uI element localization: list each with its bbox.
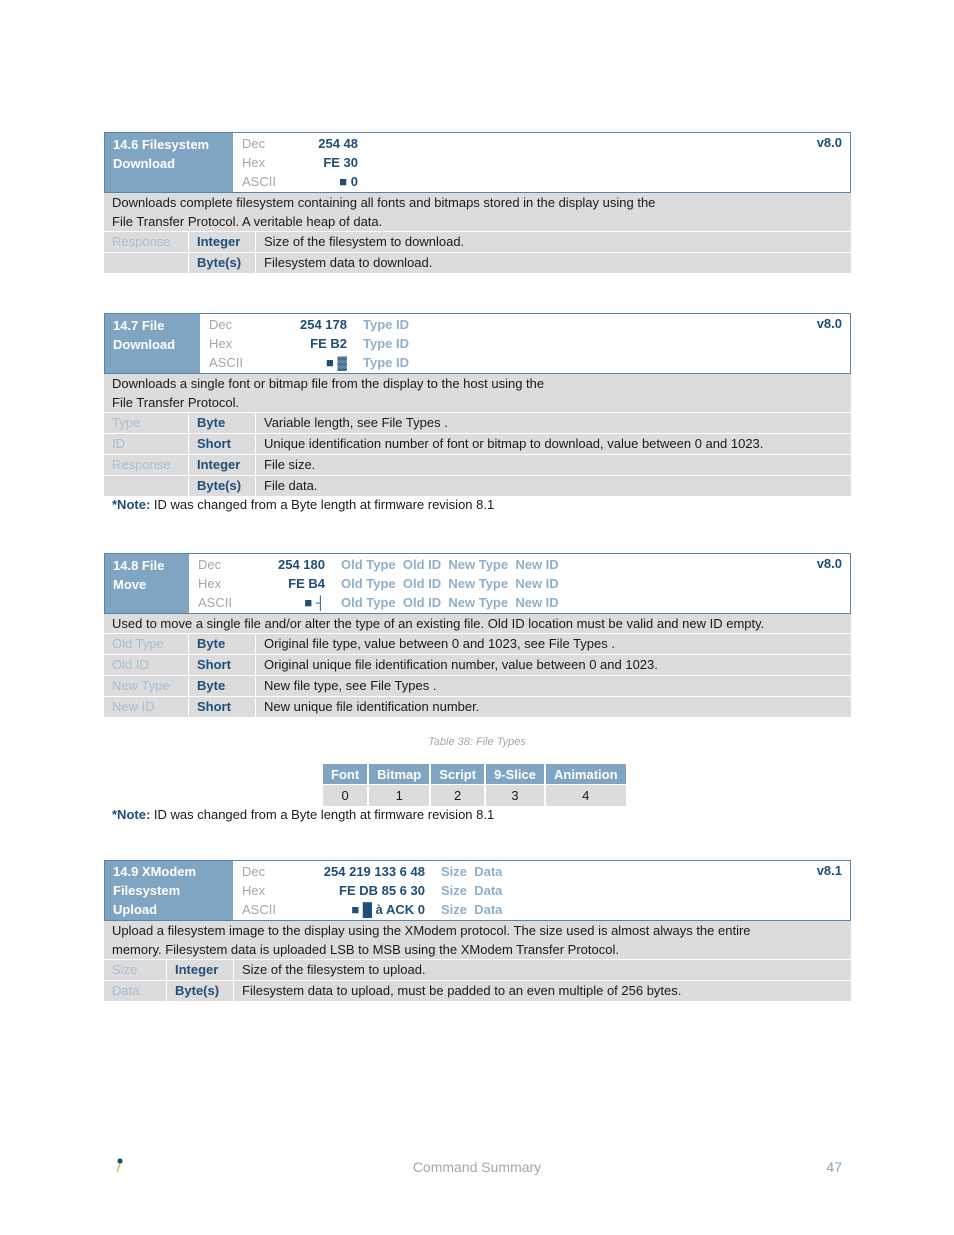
- param-name: Old ID: [104, 655, 189, 675]
- column-header: Animation: [545, 764, 627, 785]
- hex-label: Hex: [198, 576, 222, 591]
- ascii-value: ■ ▓: [326, 355, 347, 370]
- param-desc: Original unique file identification number, value between 0 and 1023.: [264, 657, 658, 672]
- column-header: 9-Slice: [485, 764, 545, 785]
- command-header: [104, 313, 851, 374]
- param-type: Byte(s): [189, 253, 256, 273]
- param-name: New Type: [104, 676, 189, 696]
- dec-value: 254 180: [278, 557, 325, 572]
- ascii-label: ASCII: [209, 355, 243, 370]
- param-type: Integer: [189, 232, 256, 252]
- note-text: ID was changed from a Byte length at firmware revision 8.1: [150, 497, 495, 512]
- version-badge: v8.0: [816, 556, 842, 571]
- command-description: [104, 614, 851, 634]
- hex-label: Hex: [242, 883, 266, 898]
- param-name: New ID: [104, 697, 189, 717]
- command-header: [104, 132, 851, 193]
- ascii-label: ASCII: [198, 595, 232, 610]
- description-line: File Transfer Protocol. A veritable heap of data.: [112, 214, 383, 229]
- title-line: Download: [113, 337, 176, 352]
- param-desc: Filesystem data to download.: [264, 255, 433, 270]
- param-desc: File data.: [264, 478, 318, 493]
- column-header: Font: [323, 764, 368, 785]
- param-name: ID: [104, 434, 189, 454]
- section-xmodem-upload: [104, 860, 851, 1002]
- param-type: Byte(s): [167, 981, 234, 1001]
- param-list: Size Data: [441, 902, 503, 917]
- param-row: [104, 253, 851, 274]
- version-badge: v8.0: [816, 135, 842, 150]
- dec-label: Dec: [242, 864, 266, 879]
- dec-value: 254 219 133 6 48: [323, 864, 425, 879]
- title-line: 14.6 Filesystem: [113, 137, 210, 152]
- param-type: Short: [189, 655, 256, 675]
- hex-label: Hex: [209, 336, 233, 351]
- dec-label: Dec: [209, 317, 233, 332]
- param-type: Short: [189, 434, 256, 454]
- param-row: [104, 634, 851, 655]
- ascii-value: ■ █ à ACK 0: [351, 902, 425, 917]
- revision-note: [112, 495, 494, 514]
- version-badge: v8.1: [816, 863, 842, 878]
- table-row: [323, 785, 627, 807]
- param-desc: Size of the filesystem to upload.: [242, 962, 426, 977]
- param-row: [104, 232, 851, 253]
- description-line: Upload a filesystem image to the display using the XModem protocol. The size used is almost always the entire: [112, 923, 751, 938]
- param-row: [104, 697, 851, 718]
- param-name: [104, 476, 189, 496]
- param-name: Response: [104, 232, 189, 252]
- table-cell: 4: [545, 785, 627, 807]
- command-description: [104, 374, 851, 413]
- column-header: Bitmap: [368, 764, 430, 785]
- param-list: Old Type Old ID New Type New ID: [341, 557, 559, 572]
- param-desc: Variable length, see File Types .: [264, 415, 448, 430]
- command-header: [104, 553, 851, 614]
- note-text: ID was changed from a Byte length at firmware revision 8.1: [150, 807, 495, 822]
- param-desc: New file type, see File Types .: [264, 678, 437, 693]
- command-description: [104, 921, 851, 960]
- title-line: 14.8 File: [113, 558, 165, 573]
- param-row: [104, 455, 851, 476]
- param-list: Size Data: [441, 883, 503, 898]
- table-header-row: [323, 764, 627, 785]
- revision-note: [112, 805, 494, 824]
- section-filesystem-download: [104, 132, 851, 274]
- hex-value: FE B2: [310, 336, 347, 351]
- hex-label: Hex: [242, 155, 266, 170]
- param-type: Integer: [167, 960, 234, 980]
- param-name: Data: [104, 981, 167, 1001]
- version-badge: v8.0: [816, 316, 842, 331]
- param-name: Response: [104, 455, 189, 475]
- param-row: [104, 655, 851, 676]
- param-desc: Original file type, value between 0 and 1023, see File Types .: [264, 636, 615, 651]
- description-line: File Transfer Protocol.: [112, 395, 240, 410]
- dec-value: 254 48: [318, 136, 358, 151]
- param-name: Size: [104, 960, 167, 980]
- param-row: [104, 434, 851, 455]
- footer-title: Command Summary: [412, 1159, 542, 1175]
- dec-value: 254 178: [300, 317, 347, 332]
- page-number: 47: [826, 1159, 842, 1175]
- param-list: Old Type Old ID New Type New ID: [341, 576, 559, 591]
- param-list: Type ID: [363, 336, 409, 351]
- param-name: Type: [104, 413, 189, 433]
- title-line: 14.9 XModem: [113, 864, 197, 879]
- ascii-label: ASCII: [242, 174, 276, 189]
- param-desc: New unique file identification number.: [264, 699, 480, 714]
- ascii-value: ■ ┤: [304, 595, 325, 610]
- dec-label: Dec: [242, 136, 266, 151]
- param-row: [104, 960, 851, 981]
- param-list: Size Data: [441, 864, 503, 879]
- param-name: [104, 253, 189, 273]
- dec-label: Dec: [198, 557, 222, 572]
- param-type: Integer: [189, 455, 256, 475]
- note-label: *Note:: [112, 807, 151, 822]
- title-line: 14.7 File: [113, 318, 165, 333]
- description-line: Downloads a single font or bitmap file from the display to the host using the: [112, 376, 545, 391]
- column-header: Script: [430, 764, 485, 785]
- param-desc: Unique identification number of font or bitmap to download, value between 0 and 1023.: [264, 436, 764, 451]
- param-desc: Filesystem data to upload, must be padded to an even multiple of 256 bytes.: [242, 983, 682, 998]
- param-row: [104, 413, 851, 434]
- param-type: Byte: [189, 634, 256, 654]
- table-caption: Table 38: File Types: [428, 736, 526, 748]
- table-cell: 3: [485, 785, 545, 807]
- ascii-label: ASCII: [242, 902, 276, 917]
- description-line: memory. Filesystem data is uploaded LSB to MSB using the XModem Transfer Protocol.: [112, 942, 619, 957]
- param-name: Old Type: [104, 634, 189, 654]
- param-row: [104, 981, 851, 1002]
- description-line: Used to move a single file and/or alter the type of an existing file. Old ID location must be valid and new ID empty.: [112, 616, 765, 631]
- param-row: [104, 676, 851, 697]
- param-type: Byte: [189, 413, 256, 433]
- hex-value: FE B4: [288, 576, 325, 591]
- title-line: Move: [113, 577, 147, 592]
- param-list: Type ID: [363, 355, 409, 370]
- section-file-download: [104, 313, 851, 497]
- title-line: Upload: [113, 902, 158, 917]
- title-line: Filesystem: [113, 883, 181, 898]
- note-label: *Note:: [112, 497, 151, 512]
- section-file-move: [104, 553, 851, 718]
- command-header: [104, 860, 851, 921]
- table-cell: 2: [430, 785, 485, 807]
- file-types-table: [323, 764, 628, 806]
- param-list: Old Type Old ID New Type New ID: [341, 595, 559, 610]
- param-type: Byte(s): [189, 476, 256, 496]
- hex-value: FE DB 85 6 30: [339, 883, 425, 898]
- title-line: Download: [113, 156, 176, 171]
- param-list: Type ID: [363, 317, 409, 332]
- hex-value: FE 30: [323, 155, 358, 170]
- param-type: Short: [189, 697, 256, 717]
- ascii-value: ■ 0: [339, 174, 358, 189]
- description-line: Downloads complete filesystem containing all fonts and bitmaps stored in the display using the: [112, 195, 656, 210]
- param-row: [104, 476, 851, 497]
- param-desc: Size of the filesystem to download.: [264, 234, 465, 249]
- param-type: Byte: [189, 676, 256, 696]
- table-cell: 0: [323, 785, 368, 807]
- table-cell: 1: [368, 785, 430, 807]
- param-desc: File size.: [264, 457, 316, 472]
- command-description: [104, 193, 851, 232]
